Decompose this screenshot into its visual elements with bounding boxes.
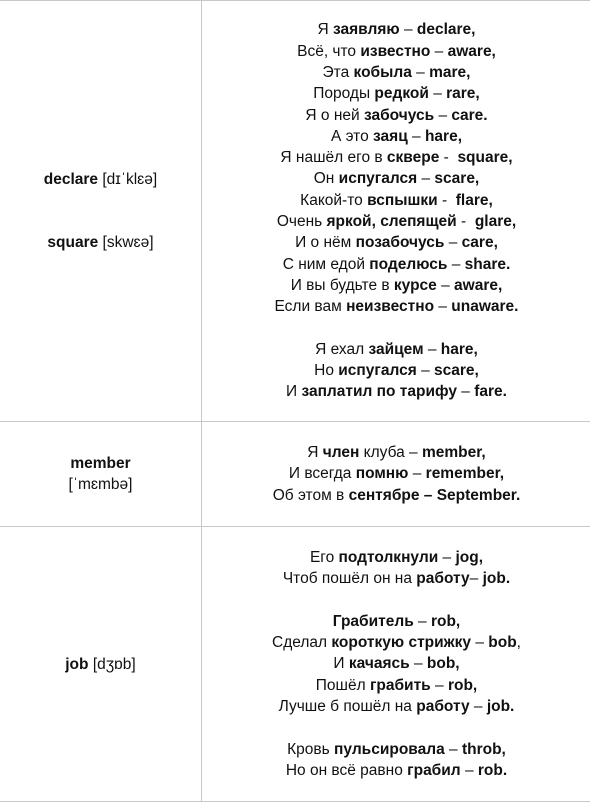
text-segment: – xyxy=(408,128,425,145)
poem-line xyxy=(202,126,590,147)
poem-line xyxy=(202,568,590,589)
text-segment: – xyxy=(430,43,447,60)
poem-line xyxy=(202,675,590,696)
text-segment: – xyxy=(444,234,461,251)
emphasized-text: bob, xyxy=(427,655,460,672)
poem-line xyxy=(202,339,590,360)
vocabulary-entry xyxy=(0,453,201,495)
text-segment: Его xyxy=(310,549,339,566)
text-segment: – xyxy=(412,64,429,81)
emphasized-text: сентябре – September. xyxy=(349,487,521,504)
poem-line xyxy=(202,19,590,40)
text-segment: – xyxy=(400,21,417,38)
transcription: [skwɛə] xyxy=(103,234,154,251)
emphasized-text: square, xyxy=(457,149,512,166)
text-segment: Какой-то xyxy=(300,192,367,209)
poem-line xyxy=(202,232,590,253)
text-segment: И вы будьте в xyxy=(291,277,394,294)
text-segment: - xyxy=(439,149,457,166)
stanza-gap xyxy=(202,317,590,338)
text-segment: - xyxy=(438,192,456,209)
text-segment: – xyxy=(471,634,488,651)
emphasized-text: job. xyxy=(483,570,511,587)
emphasized-text: кобыла xyxy=(354,64,412,81)
text-segment: Кровь xyxy=(287,741,334,758)
poem-line xyxy=(202,105,590,126)
emphasized-text: испугался xyxy=(338,362,417,379)
poem-line xyxy=(202,62,590,83)
text-segment: Пошёл xyxy=(316,677,370,694)
text-segment: – xyxy=(437,277,454,294)
poem-line xyxy=(202,463,590,484)
text-segment: Породы xyxy=(313,85,374,102)
emphasized-text: scare, xyxy=(434,362,479,379)
emphasized-text: вспышки xyxy=(367,192,438,209)
emphasized-text: сквере xyxy=(387,149,439,166)
text-segment: – xyxy=(445,741,462,758)
poem-line xyxy=(202,147,590,168)
vocabulary-entry xyxy=(0,232,201,253)
poem-cell xyxy=(202,1,590,422)
poem-line xyxy=(202,41,590,62)
text-segment: – xyxy=(417,170,434,187)
emphasized-text: declare, xyxy=(417,21,476,38)
poem-line xyxy=(202,190,590,211)
emphasized-text: известно xyxy=(360,43,430,60)
emphasized-text: позабочусь xyxy=(356,234,445,251)
transcription: [ˈmɛmbə] xyxy=(69,476,133,493)
text-segment: – xyxy=(438,549,455,566)
emphasized-text: aware, xyxy=(454,277,502,294)
text-segment: – xyxy=(424,341,441,358)
emphasized-text: грабить xyxy=(370,677,431,694)
emphasized-text: scare, xyxy=(434,170,479,187)
emphasized-text: hare, xyxy=(425,128,462,145)
table-row xyxy=(0,422,590,527)
emphasized-text: заяц xyxy=(373,128,408,145)
text-segment: – xyxy=(417,362,434,379)
text-segment: – xyxy=(470,698,487,715)
emphasized-text: aware, xyxy=(448,43,496,60)
text-segment: И xyxy=(286,383,301,400)
emphasized-text: jog, xyxy=(455,549,483,566)
word-cell xyxy=(0,422,202,527)
emphasized-text: rob, xyxy=(448,677,477,694)
text-segment: – xyxy=(431,677,448,694)
text-segment: , xyxy=(517,634,521,651)
text-segment: – xyxy=(434,298,451,315)
emphasized-text: rob, xyxy=(431,613,460,630)
headword: square xyxy=(47,234,98,251)
text-segment: Всё, что xyxy=(297,43,360,60)
headword: member xyxy=(70,455,130,472)
word-cell xyxy=(0,1,202,422)
text-segment: – xyxy=(447,256,464,273)
emphasized-text: job. xyxy=(487,698,515,715)
stanza-gap xyxy=(202,589,590,610)
poem-line xyxy=(202,83,590,104)
table-row xyxy=(0,527,590,802)
vocabulary-table-body xyxy=(0,1,590,802)
emphasized-text: member, xyxy=(422,444,486,461)
poem-line xyxy=(202,739,590,760)
emphasized-text: заплатил по тарифу xyxy=(301,383,457,400)
vocabulary-entry xyxy=(0,654,201,675)
emphasized-text: редкой xyxy=(374,85,428,102)
emphasized-text: грабил xyxy=(407,762,461,779)
poem-line xyxy=(202,547,590,568)
emphasized-text: remember, xyxy=(426,465,504,482)
text-segment: Но xyxy=(314,362,338,379)
transcription: [dʒɒb] xyxy=(93,656,136,673)
emphasized-text: bob xyxy=(488,634,516,651)
table-row xyxy=(0,1,590,422)
poem-cell xyxy=(202,422,590,527)
poem-line xyxy=(202,381,590,402)
emphasized-text: качаясь xyxy=(349,655,410,672)
poem-line xyxy=(202,760,590,781)
text-segment: И о нём xyxy=(295,234,356,251)
emphasized-text: поделюсь xyxy=(369,256,447,273)
text-segment: Если вам xyxy=(274,298,346,315)
emphasized-text: care. xyxy=(451,107,487,124)
poem-line xyxy=(202,611,590,632)
emphasized-text: mare, xyxy=(429,64,470,81)
text-segment: И всегда xyxy=(289,465,356,482)
emphasized-text: glare, xyxy=(475,213,516,230)
emphasized-text: испугался xyxy=(339,170,418,187)
poem-line xyxy=(202,360,590,381)
text-segment: Очень xyxy=(277,213,327,230)
poem-line xyxy=(202,442,590,463)
text-segment: клуба – xyxy=(359,444,422,461)
poem-line xyxy=(202,254,590,275)
stanza-gap xyxy=(202,717,590,738)
text-segment: – xyxy=(457,383,474,400)
text-segment: Сделал xyxy=(272,634,331,651)
emphasized-text: unaware. xyxy=(451,298,518,315)
word-gap xyxy=(0,190,201,232)
emphasized-text: заявляю xyxy=(333,21,400,38)
emphasized-text: care, xyxy=(462,234,498,251)
text-segment: И xyxy=(333,655,348,672)
poem-line xyxy=(202,653,590,674)
emphasized-text: помню xyxy=(356,465,409,482)
text-segment: Чтоб пошёл он на xyxy=(283,570,416,587)
emphasized-text: fare. xyxy=(474,383,507,400)
poem-cell xyxy=(202,527,590,802)
text-segment: Лучше б пошёл на xyxy=(279,698,417,715)
text-segment: - xyxy=(457,213,475,230)
emphasized-text: работу xyxy=(416,698,469,715)
emphasized-text: член xyxy=(323,444,360,461)
emphasized-text: rob. xyxy=(478,762,507,779)
text-segment: – xyxy=(470,570,483,587)
emphasized-text: неизвестно xyxy=(346,298,434,315)
emphasized-text: пульсировала xyxy=(334,741,445,758)
emphasized-text: короткую стрижку xyxy=(331,634,471,651)
transcription: [dɪˈklɛə] xyxy=(102,171,157,188)
emphasized-text: rare, xyxy=(446,85,480,102)
emphasized-text: яркой, слепящей xyxy=(327,213,457,230)
headword: declare xyxy=(44,171,98,188)
emphasized-text: hare, xyxy=(441,341,478,358)
poem-line xyxy=(202,632,590,653)
poem-line xyxy=(202,168,590,189)
text-segment: Он xyxy=(314,170,339,187)
text-segment: – xyxy=(434,107,451,124)
poem-line xyxy=(202,275,590,296)
text-segment: – xyxy=(410,655,427,672)
text-segment: – xyxy=(414,613,431,630)
text-segment: Я xyxy=(307,444,323,461)
text-segment: Я xyxy=(318,21,334,38)
text-segment: Я ехал xyxy=(315,341,368,358)
text-segment: С ним едой xyxy=(283,256,370,273)
text-segment: Но он всё равно xyxy=(286,762,407,779)
text-segment: – xyxy=(461,762,478,779)
text-segment: А это xyxy=(331,128,373,145)
emphasized-text: share. xyxy=(465,256,511,273)
emphasized-text: работу xyxy=(416,570,469,587)
text-segment: Об этом в xyxy=(273,487,349,504)
vocabulary-entry xyxy=(0,169,201,190)
emphasized-text: flare, xyxy=(456,192,493,209)
text-segment: Я нашёл его в xyxy=(280,149,387,166)
text-segment: – xyxy=(408,465,425,482)
emphasized-text: throb, xyxy=(462,741,506,758)
poem-line xyxy=(202,696,590,717)
word-cell xyxy=(0,527,202,802)
emphasized-text: курсе xyxy=(394,277,437,294)
poem-line xyxy=(202,296,590,317)
emphasized-text: зайцем xyxy=(368,341,423,358)
poem-line xyxy=(202,485,590,506)
emphasized-text: забочусь xyxy=(364,107,434,124)
text-segment: Я о ней xyxy=(305,107,364,124)
headword: job xyxy=(65,656,88,673)
poem-line xyxy=(202,211,590,232)
text-segment: Эта xyxy=(323,64,354,81)
emphasized-text: Грабитель xyxy=(333,613,414,630)
text-segment: – xyxy=(429,85,446,102)
emphasized-text: подтолкнули xyxy=(339,549,439,566)
